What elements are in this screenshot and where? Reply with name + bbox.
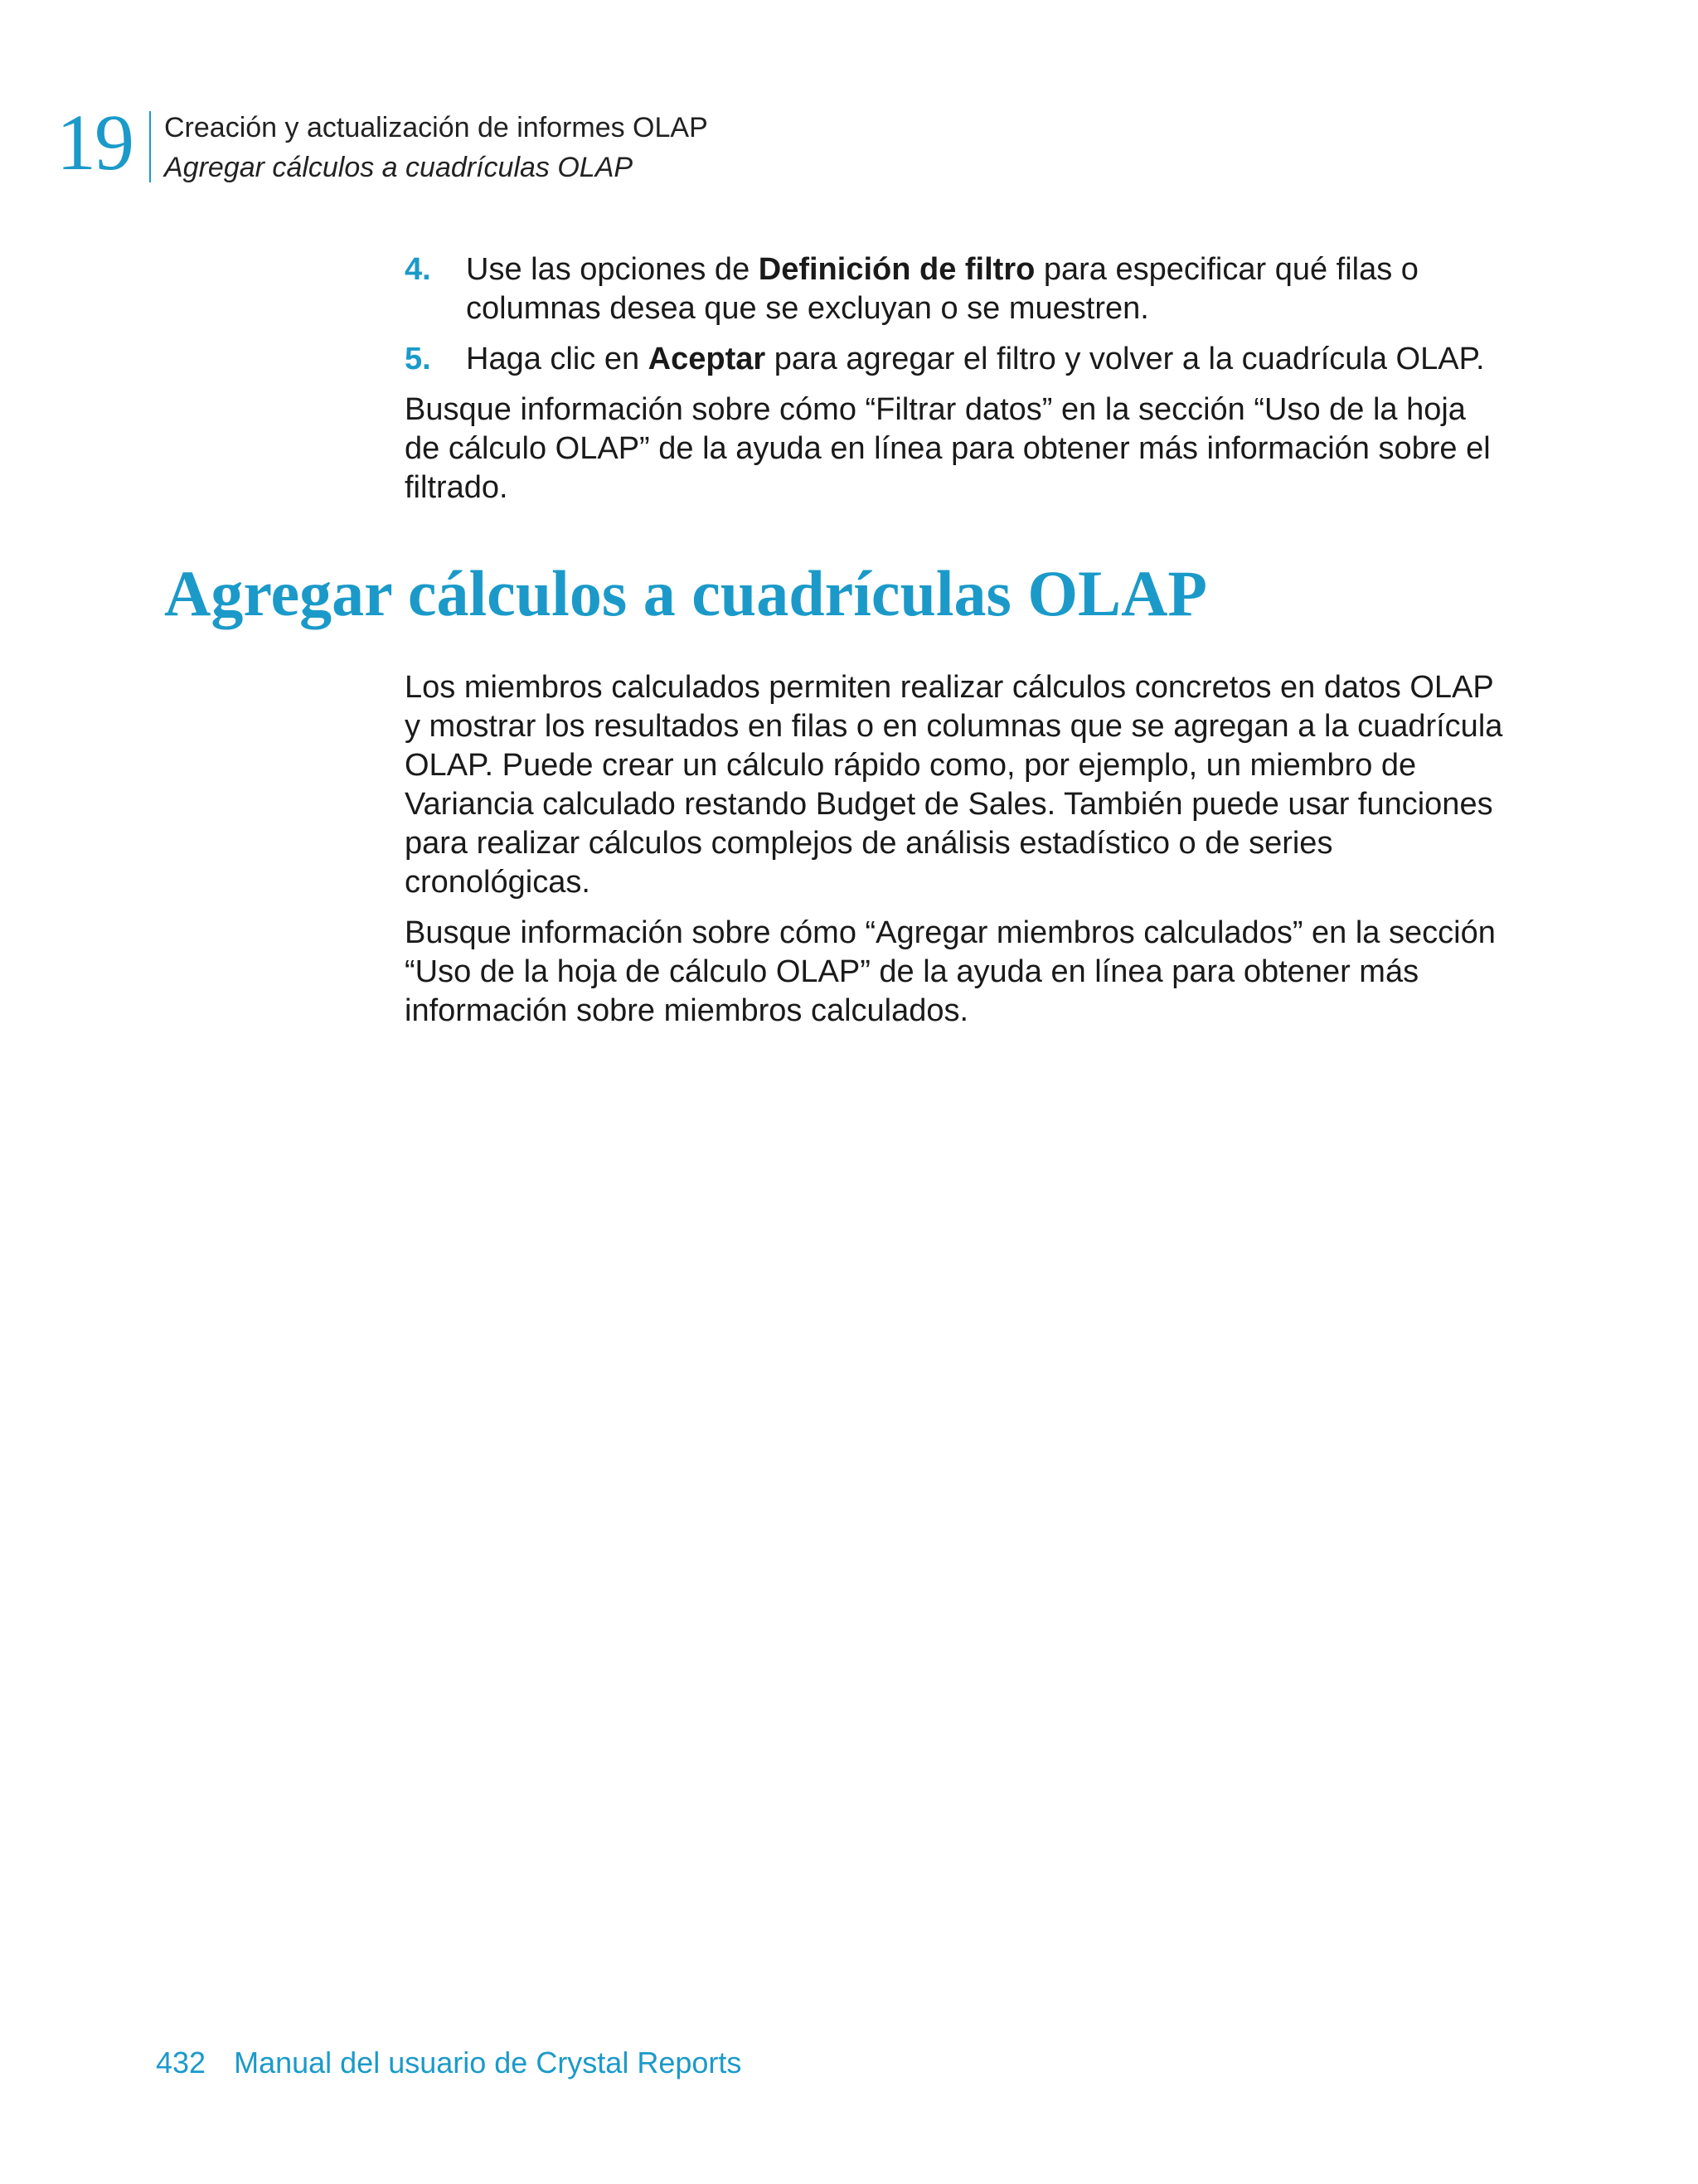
book-title: Manual del usuario de Crystal Reports	[234, 2046, 742, 2080]
header-section-title: Agregar cálculos a cuadrículas OLAP	[164, 152, 633, 183]
step-item	[405, 340, 1507, 379]
step-bold-term: Definición de filtro	[758, 252, 1036, 287]
section-paragraph: Los miembros calculados permiten realizar cálculos concretos en datos OLAP y mostrar los resultados en filas o en columnas que se agregan a la cuadrícula OLAP. Puede crear un cálculo rápido como, por ejemplo, un miembro de Variancia calculado restando Budget de Sales. También puede usar funciones para realizar cálculos complejos de análisis estadístico o de series cronológicas.	[405, 670, 1503, 900]
step-text: Haga clic en	[466, 342, 648, 376]
step-number: 5.	[405, 342, 431, 376]
page-number: 432	[156, 2046, 206, 2080]
chapter-number: 19	[56, 98, 133, 187]
header-divider	[149, 111, 151, 182]
header-titles	[164, 108, 708, 187]
section-paragraph: Busque información sobre cómo “Agregar miembros calculados” en la sección “Uso de la hoja de cálculo OLAP” de la ayuda en línea para obtener más información sobre miembros calculados.	[405, 915, 1496, 1028]
header-chapter-title: Creación y actualización de informes OLAP	[164, 112, 708, 143]
step-number: 4.	[405, 252, 431, 287]
section-heading: Agregar cálculos a cuadrículas OLAP	[164, 557, 1208, 629]
step-text: Use las opciones de	[466, 252, 759, 287]
filter-note: Busque información sobre cómo “Filtrar datos” en la sección “Uso de la hoja de cálculo OLAP” de la ayuda en línea para obtener más información sobre el filtrado.	[405, 392, 1491, 505]
step-text: para especificar qué filas o columnas desea que se excluyan o se muestren.	[466, 252, 1419, 326]
step-bold-term: Aceptar	[648, 342, 766, 376]
page-footer	[156, 2043, 741, 2083]
section-body	[405, 668, 1507, 1042]
step-text: para agregar el filtro y volver a la cuadrícula OLAP.	[765, 342, 1485, 376]
filter-steps-block	[405, 250, 1507, 519]
step-item	[405, 250, 1507, 328]
